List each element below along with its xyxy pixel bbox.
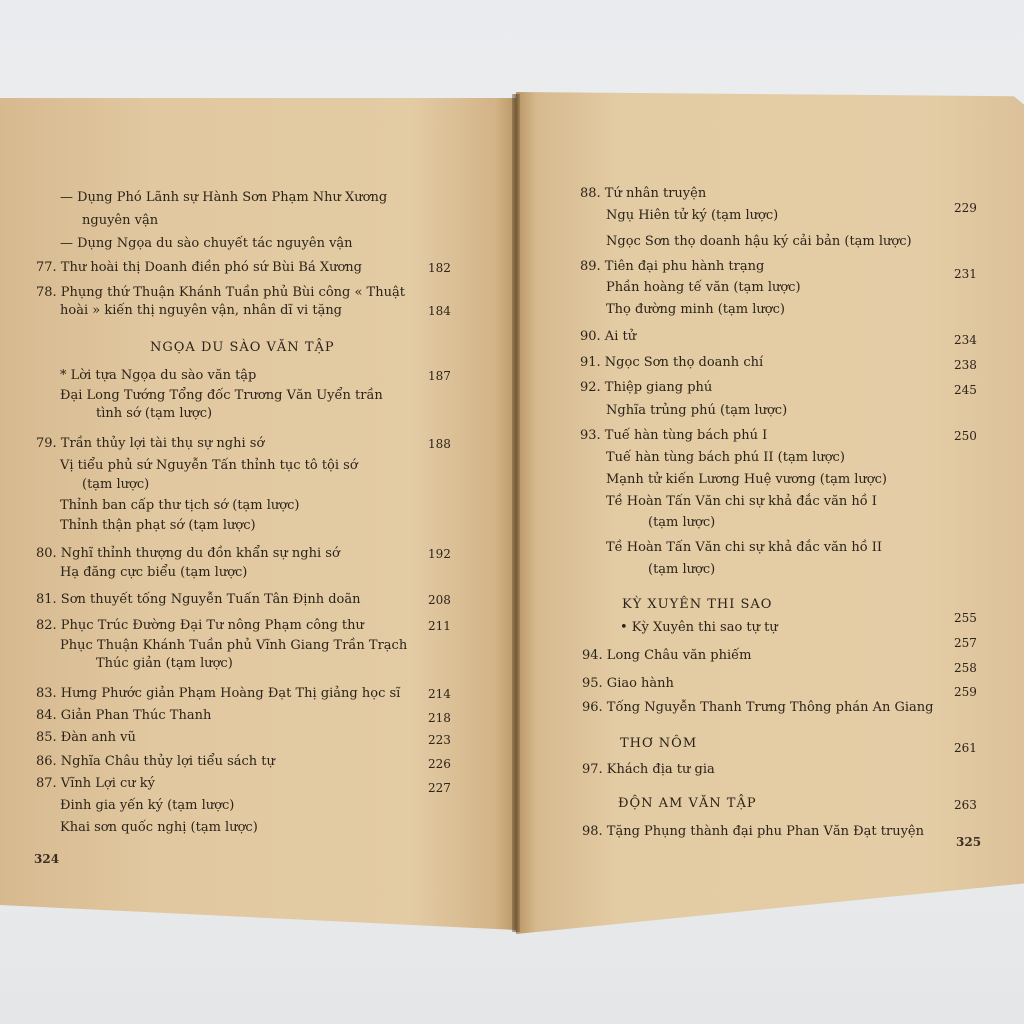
section-heading: KỲ XUYÊN THI SAO (622, 597, 773, 612)
toc-entry: 80. Nghĩ thỉnh thượng du đồn khẩn sự nghi sớ (36, 546, 340, 561)
toc-page-number: 226 (428, 757, 451, 771)
toc-page-number: 231 (954, 267, 977, 281)
toc-entry: 98. Tặng Phụng thành đại phu Phan Văn Đạt truyện (582, 824, 924, 839)
toc-entry: 90. Ai tử (580, 329, 637, 344)
toc-page-number: 238 (954, 358, 977, 372)
book-spine (512, 94, 520, 932)
toc-entry: Tuế hàn tùng bách phú II (tạm lược) (606, 450, 845, 465)
toc-entry: 97. Khách địa tư gia (582, 762, 715, 777)
toc-entry: 86. Nghĩa Châu thủy lợi tiểu sách tự (36, 754, 275, 769)
toc-entry: Thúc giản (tạm lược) (96, 656, 233, 671)
toc-entry: * Lời tựa Ngọa du sào văn tập (60, 368, 257, 383)
toc-page-number: 263 (954, 798, 977, 812)
toc-page-number: 218 (428, 711, 451, 725)
toc-page-number: 214 (428, 687, 451, 701)
section-heading: THƠ NÔM (620, 736, 698, 751)
toc-entry: 84. Giản Phan Thúc Thanh (36, 708, 212, 723)
section-heading: NGỌA DU SÀO VĂN TẬP (150, 340, 335, 355)
toc-entry: Đại Long Tướng Tổng đốc Trương Văn Uyển trần (60, 388, 383, 403)
toc-page-number: 187 (428, 369, 451, 383)
page-number: 325 (956, 835, 982, 849)
toc-page-number: 208 (428, 593, 451, 607)
toc-page-number: 258 (954, 661, 977, 675)
toc-entry: 91. Ngọc Sơn thọ doanh chí (580, 355, 764, 370)
toc-entry: 81. Sơn thuyết tống Nguyễn Tuấn Tân Định doãn (36, 592, 361, 607)
toc-entry: Thỉnh ban cấp thư tịch sớ (tạm lược) (60, 498, 300, 513)
toc-entry: (tạm lược) (82, 477, 150, 492)
toc-entry: 85. Đàn anh vũ (36, 730, 136, 745)
toc-page-number: 259 (954, 685, 977, 699)
toc-entry: tình sớ (tạm lược) (96, 406, 213, 421)
toc-entry: Ngụ Hiên tử ký (tạm lược) (606, 208, 779, 223)
toc-entry: 92. Thiệp giang phú (580, 380, 713, 395)
toc-page-number: 234 (954, 333, 977, 347)
toc-page-number: 188 (428, 437, 451, 451)
toc-page-number: 261 (954, 741, 977, 755)
toc-entry: Thọ đường minh (tạm lược) (606, 302, 785, 317)
toc-page-number: 257 (954, 636, 977, 650)
toc-entry: Phần hoàng tế văn (tạm lược) (606, 280, 801, 295)
toc-entry: 96. Tống Nguyễn Thanh Trưng Thông phán An Giang (582, 700, 934, 715)
toc-page-number: 227 (428, 781, 451, 795)
toc-entry: 87. Vĩnh Lợi cư ký (36, 776, 155, 791)
toc-page-number: 184 (428, 304, 451, 318)
toc-entry: 88. Tứ nhân truyện (580, 186, 707, 201)
toc-entry: (tạm lược) (648, 562, 716, 577)
toc-entry: 78. Phụng thứ Thuận Khánh Tuần phủ Bùi công « Thuật (36, 285, 405, 300)
toc-entry: 93. Tuế hàn tùng bách phú I (580, 428, 768, 443)
toc-entry: Thỉnh thận phạt sớ (tạm lược) (60, 518, 256, 533)
toc-entry: Đinh gia yến ký (tạm lược) (60, 798, 235, 813)
toc-entry: 89. Tiên đại phu hành trạng (580, 259, 765, 274)
page-number: 324 (34, 852, 60, 866)
toc-page-number: 211 (428, 619, 451, 633)
toc-page-number: 192 (428, 547, 451, 561)
toc-entry: Mạnh tử kiến Lương Huệ vương (tạm lược) (606, 472, 887, 487)
toc-page-number: 245 (954, 383, 977, 397)
toc-entry: 95. Giao hành (582, 676, 674, 691)
toc-entry: nguyên vận (82, 213, 159, 228)
toc-page-number: 255 (954, 611, 977, 625)
section-heading: ĐỘN AM VĂN TẬP (618, 796, 757, 811)
toc-entry: 83. Hưng Phước giản Phạm Hoàng Đạt Thị giảng học sĩ (36, 686, 401, 701)
toc-entry: 94. Long Châu văn phiếm (582, 648, 752, 663)
toc-entry: (tạm lược) (648, 515, 716, 530)
toc-page-number: 223 (428, 733, 451, 747)
toc-entry: Hạ đăng cực biểu (tạm lược) (60, 565, 248, 580)
toc-entry: Phục Thuận Khánh Tuần phủ Vĩnh Giang Trần Trạch (60, 638, 408, 653)
toc-page-number: 250 (954, 429, 977, 443)
toc-entry: 79. Trần thủy lợi tài thụ sự nghi sớ (36, 436, 265, 451)
toc-entry: Tề Hoàn Tấn Văn chi sự khả đắc văn hồ I (606, 494, 877, 509)
toc-entry: 82. Phục Trúc Đường Đại Tư nông Phạm công thư (36, 618, 364, 633)
toc-entry: — Dụng Phó Lãnh sự Hành Sơn Phạm Như Xương (60, 190, 388, 205)
toc-page-number: 229 (954, 201, 977, 215)
toc-entry: Nghĩa trủng phú (tạm lược) (606, 403, 788, 418)
toc-page-number: 182 (428, 261, 451, 275)
toc-entry: Vị tiểu phủ sứ Nguyễn Tấn thỉnh tục tô tội sớ (60, 458, 358, 473)
toc-entry: — Dụng Ngọa du sào chuyết tác nguyên vận (60, 236, 353, 251)
toc-entry: • Kỳ Xuyên thi sao tự tự (620, 620, 778, 635)
toc-entry: Khai sơn quốc nghị (tạm lược) (60, 820, 258, 835)
toc-entry: 77. Thư hoài thị Doanh điền phó sứ Bùi Bá Xương (36, 260, 362, 275)
toc-entry: hoài » kiến thị nguyên vận, nhân dĩ vi tặng (60, 303, 343, 318)
toc-entry: Ngọc Sơn thọ doanh hậu ký cải bản (tạm lược) (606, 234, 912, 249)
toc-entry: Tề Hoàn Tấn Văn chi sự khả đắc văn hồ II (606, 540, 883, 555)
